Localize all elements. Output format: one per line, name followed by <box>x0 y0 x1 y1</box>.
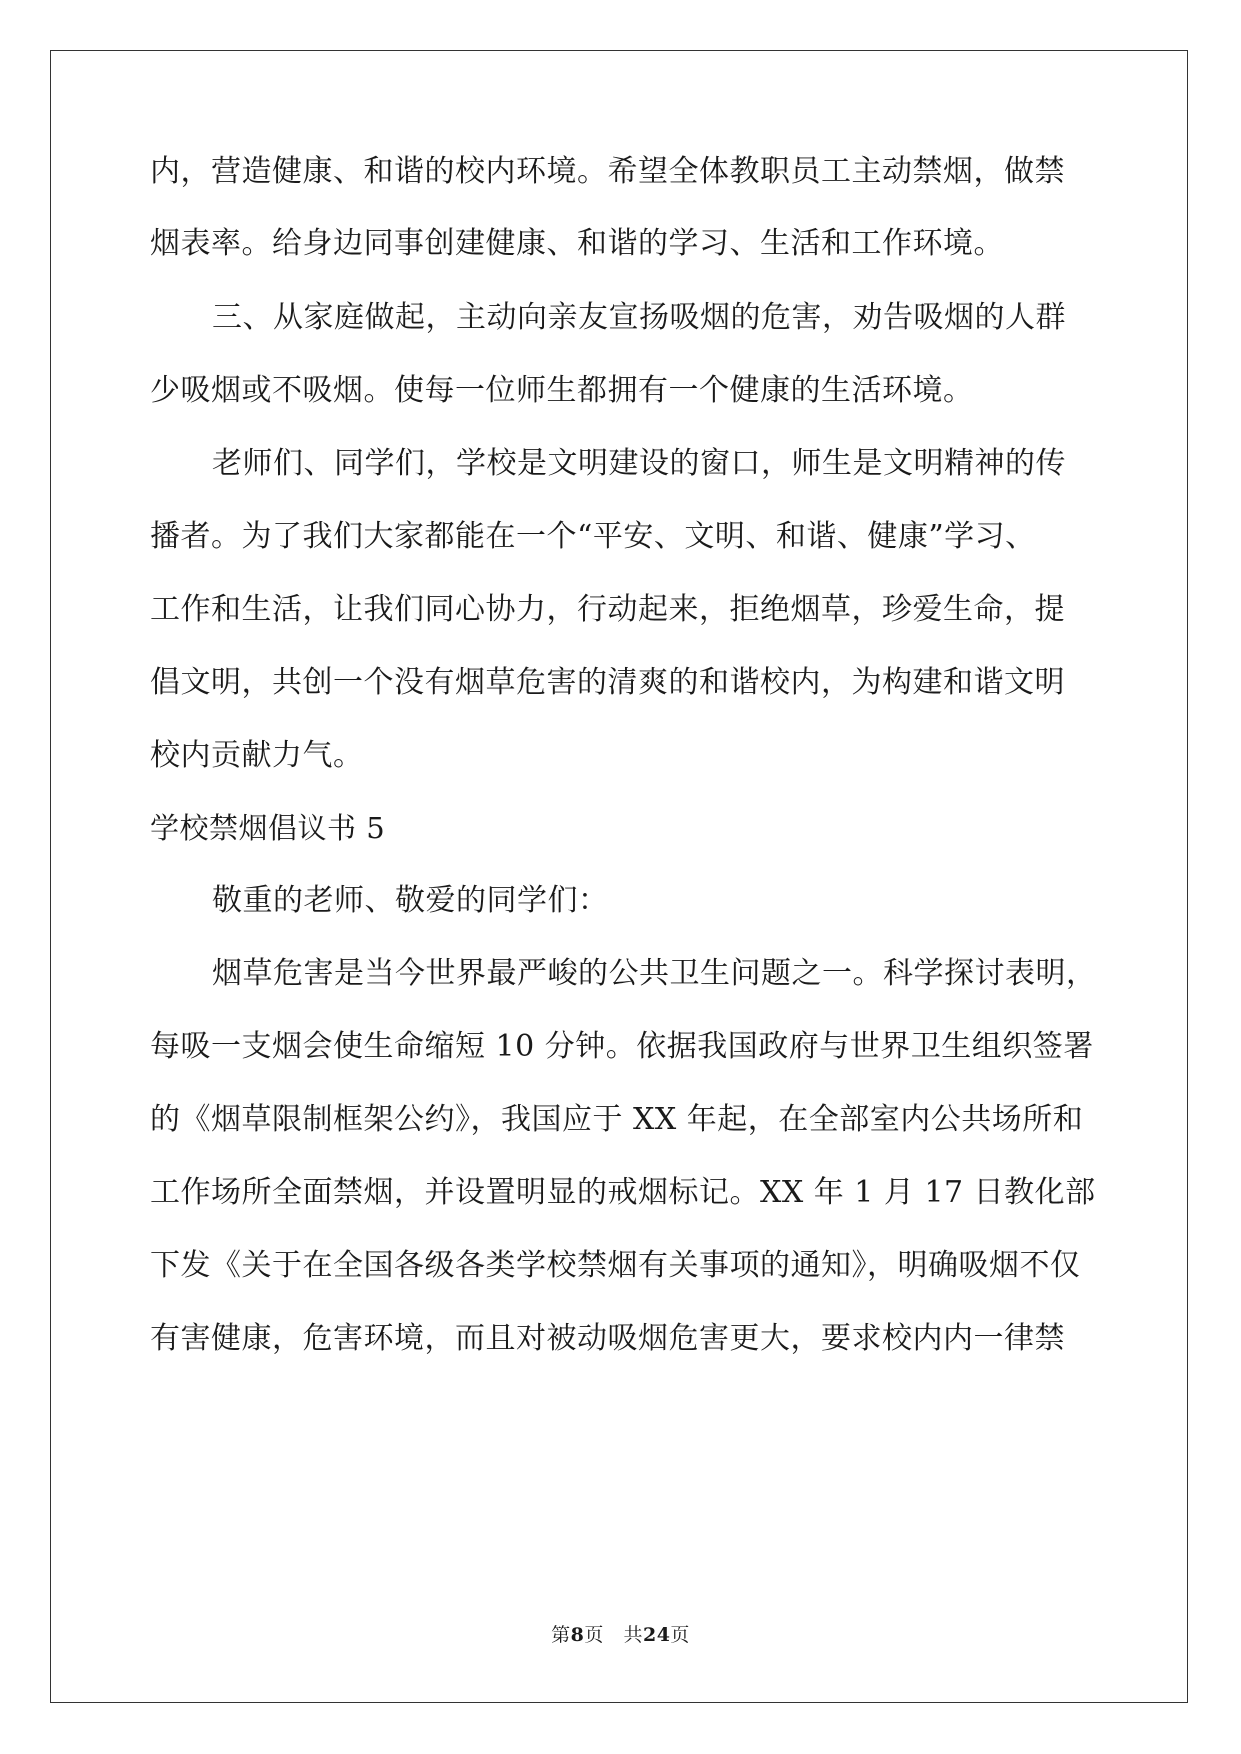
paragraph-line: 烟表率。给身边同事创建健康、和谐的学习、生活和工作环境。 <box>150 226 1004 261</box>
paragraph-line: 内，营造健康、和谐的校内环境。希望全体教职员工主动禁烟，做禁 <box>150 154 1065 189</box>
paragraph-line: 下发《关于在全国各级各类学校禁烟有关事项的通知》，明确吸烟不仅 <box>150 1248 1081 1283</box>
page-footer <box>0 1623 1241 1647</box>
paragraph-line: 工作场所全面禁烟，并设置明显的戒烟标记。XX 年 1 月 17 日教化部 <box>150 1175 1096 1210</box>
paragraph-line: 校内贡献力气。 <box>150 738 364 773</box>
footer-prefix: 第 <box>551 1624 571 1646</box>
paragraph-line: 三、从家庭做起，主动向亲友宣扬吸烟的危害，劝告吸烟的人群 <box>212 300 1066 335</box>
paragraph-line: 烟草危害是当今世界最严峻的公共卫生问题之一。科学探讨表明， <box>212 956 1097 991</box>
paragraph-line: 每吸一支烟会使生命缩短 10 分钟。依据我国政府与世界卫生组织签署 <box>150 1029 1094 1064</box>
paragraph-line: 的《烟草限制框架公约》，我国应于 XX 年起，在全部室内公共场所和 <box>150 1102 1084 1137</box>
paragraph-line: 工作和生活，让我们同心协力，行动起来，拒绝烟草，珍爱生命，提 <box>150 592 1065 627</box>
footer-page-suffix: 页 <box>584 1624 604 1646</box>
footer-total-prefix: 共 <box>623 1624 643 1646</box>
paragraph-line: 倡文明，共创一个没有烟草危害的清爽的和谐校内，为构建和谐文明 <box>150 665 1065 700</box>
paragraph-line: 播者。为了我们大家都能在一个“平安、文明、和谐、健康”学习、 <box>150 519 1036 554</box>
footer-total-suffix: 页 <box>670 1624 690 1646</box>
current-page-number: 8 <box>570 1624 585 1646</box>
section-heading: 学校禁烟倡议书 5 <box>150 811 386 845</box>
paragraph-line: 有害健康，危害环境，而且对被动吸烟危害更大，要求校内内一律禁 <box>150 1321 1065 1356</box>
paragraph-line: 老师们、同学们，学校是文明建设的窗口，师生是文明精神的传 <box>212 446 1066 481</box>
salutation: 敬重的老师、敬爱的同学们： <box>212 883 609 918</box>
paragraph-line: 少吸烟或不吸烟。使每一位师生都拥有一个健康的生活环境。 <box>150 373 974 408</box>
total-page-count: 24 <box>642 1624 671 1646</box>
